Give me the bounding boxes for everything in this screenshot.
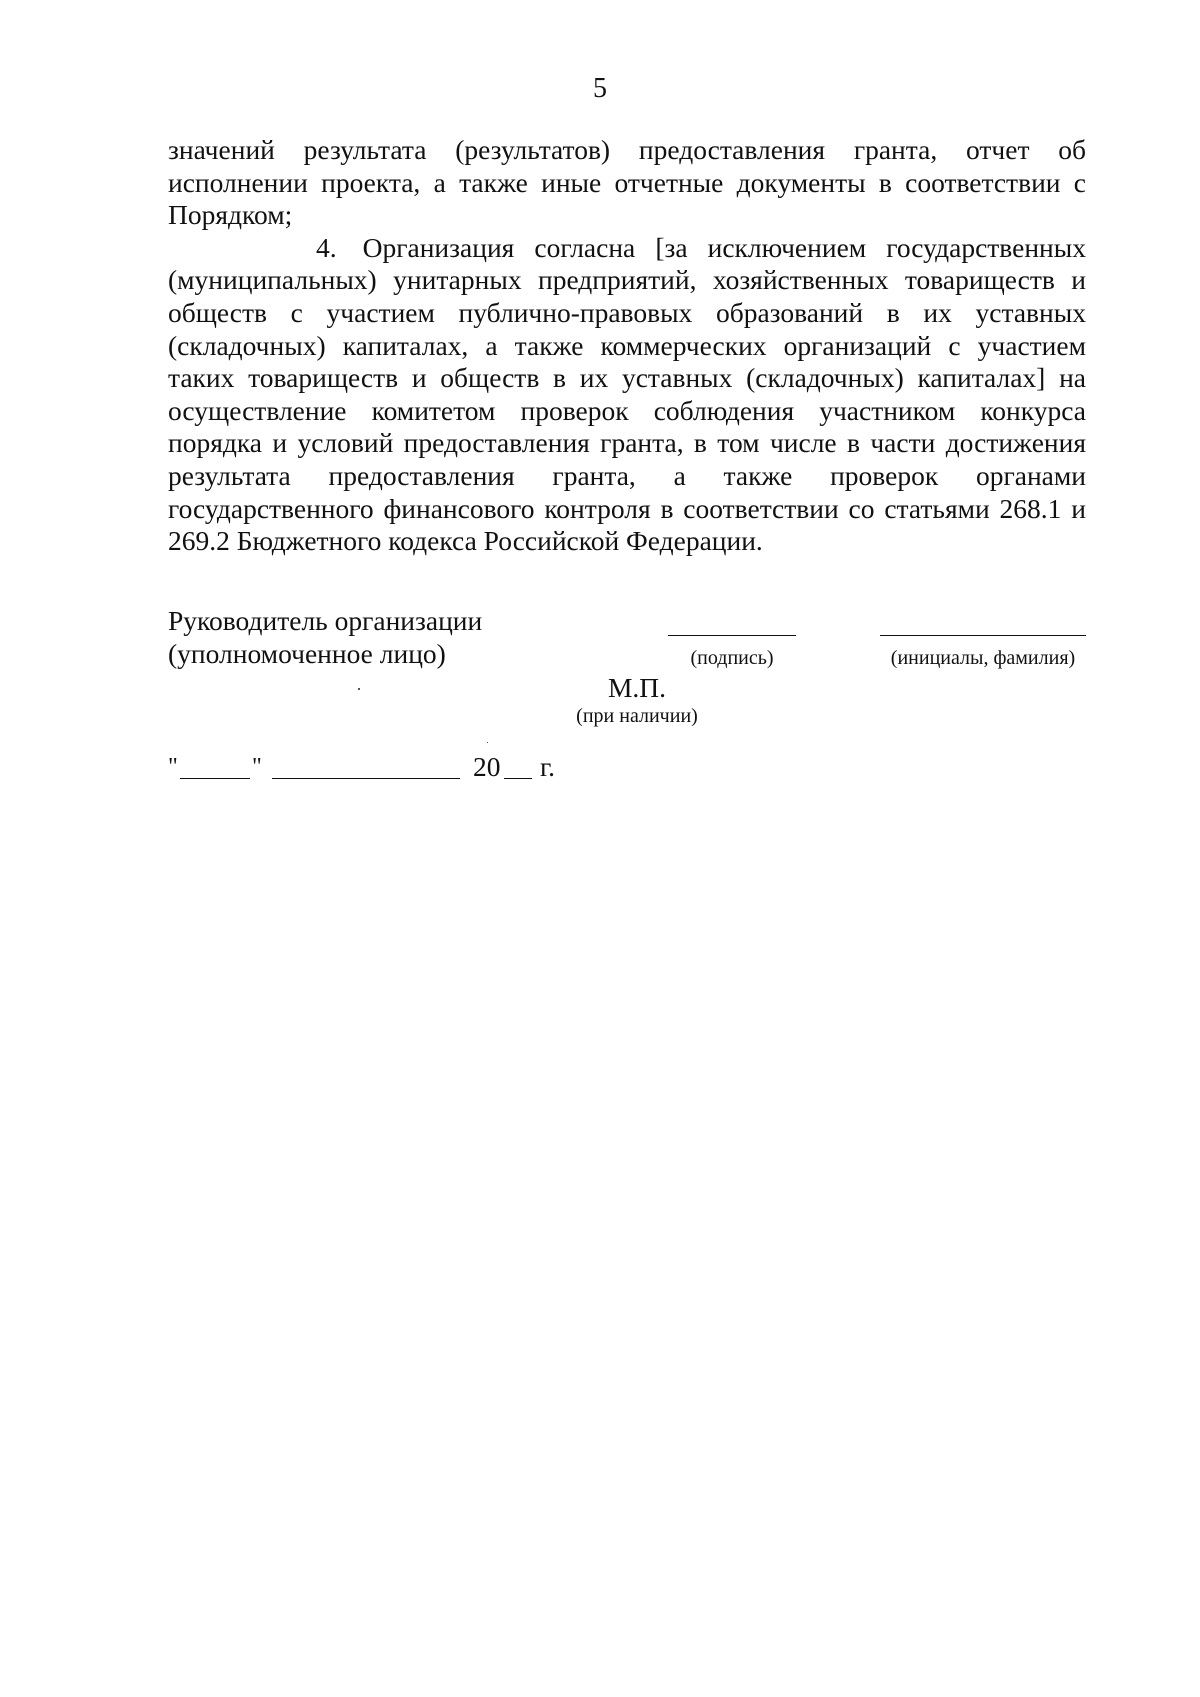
date-day-line — [180, 778, 250, 779]
item-number: 4. — [316, 231, 337, 263]
date-century: 20 — [473, 751, 501, 782]
name-line — [880, 635, 1086, 636]
signature-caption: (подпись) — [690, 647, 774, 669]
date-year-suffix: г. — [540, 751, 556, 782]
stamp-note: (при наличии) — [576, 705, 698, 727]
date-close-quote: " — [252, 754, 262, 780]
page-number: 5 — [593, 73, 607, 104]
signatory-subtitle: (уполномоченное лицо) — [168, 638, 446, 669]
date-field — [168, 751, 588, 787]
paragraph-continuation: значений результата (результатов) предоставления гранта, отчет об исполнении проекта, а также иные отчетные документы в соответствии с Порядком; — [168, 134, 1086, 231]
item-text: Организация согласна [за исключением государственных (муниципальных) унитарных предприятий, хозяйственных товариществ и обществ с участием публично-правовых образований в их уставных (складочных) капиталах, а также коммерческих организаций с участием таких товариществ и обществ в их уставных (складочных) капиталах] на осуществление комитетом проверок соблюдения участником конкурса порядка и условий предоставления гранта, в том числе в части достижения результата предоставления гранта, а также проверок органами государственного финансового контроля в соответствии со статьями 268.1 и 269.2 Бюджетного кодекса Российской Федерации. — [168, 231, 1086, 557]
date-open-quote: " — [168, 754, 178, 780]
signature-line — [668, 635, 796, 636]
paragraph-item-4 — [168, 232, 1086, 558]
signatory-title: Руководитель организации — [168, 605, 483, 636]
date-year-line — [504, 778, 532, 779]
scan-speck — [358, 688, 360, 690]
scan-speck — [487, 742, 488, 743]
document-body — [168, 134, 1086, 558]
signature-block — [168, 605, 1086, 725]
stamp-label: М.П. — [607, 672, 667, 703]
date-month-line — [272, 778, 460, 779]
name-caption: (инициалы, фамилия) — [890, 647, 1076, 669]
